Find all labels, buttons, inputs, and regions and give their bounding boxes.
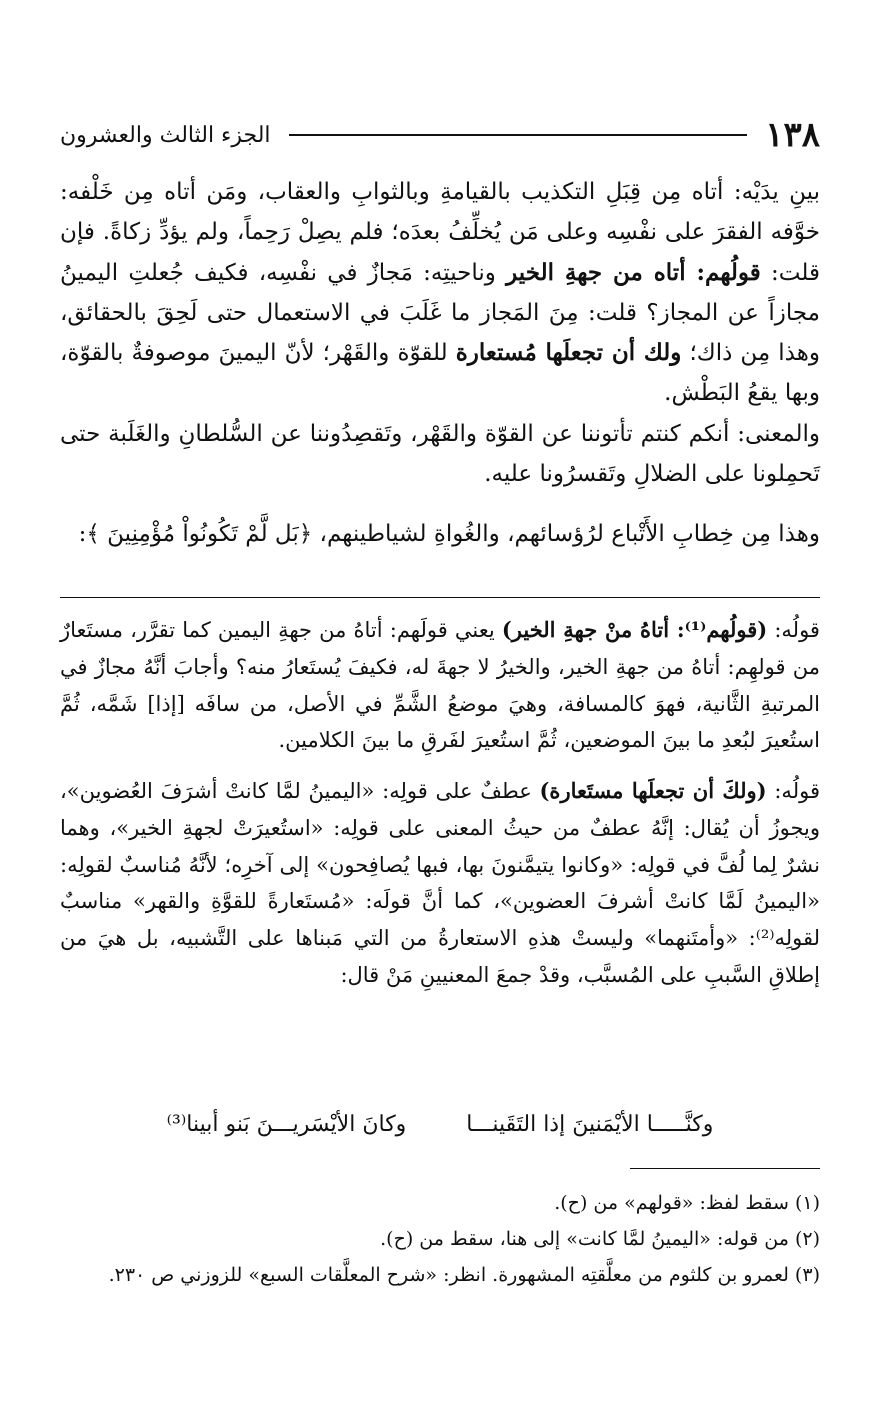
section-divider	[60, 597, 820, 598]
commentary	[60, 612, 820, 1008]
verse-hemistich-1: وكنَّـــــا الأيْمَنينَ إذا التَقَينـــا	[466, 1112, 714, 1137]
main-keyword: ولك أن تجعلَها مُستعارة	[455, 339, 682, 366]
commentary-text: عطفٌ على قولِه: «اليمينُ لمَّا كانتْ أشرَفَ العُضوين»، ويجوزُ أن يُقال: إنَّهُ عطفٌ من حيثُ المعنى على قولِه: «استُعيرَتْ لجهةِ الخير»، وهما نشرٌ لِما لُفَّ في قولِه: «وكانوا يتيمَّنونَ بها، فبها يُصافِحون» إلى آخرِه؛ لأنَّهُ مُناسبٌ لقولِه: «اليمينُ لَمَّا كانتْ أشرفَ العضوين»، كما أنَّ قولَه: «مُستَعارةً للقوَّةِ والقهر» مناسبٌ لقولِه⁽²⁾: «وأمتَنهما» وليستْ هذهِ الاستعارةُ من التي مَبناها على التَّشبيه، بل هيَ من إطلاقِ السَّببِ على المُسبَّب، وقدْ جمعَ المعنيينِ مَنْ قال:	[60, 779, 820, 987]
commentary-quote: (قولُهم⁽¹⁾: أتاهُ منْ جهةِ الخير)	[501, 617, 768, 642]
commentary-text: يعني قولَهم: أتاهُ من جهةِ اليمين كما تقرَّر، مستَعارٌ من قولهِم: أتاهُ من جهةِ الخير، والخيرُ لا جهةَ له، فكيفَ يُستَعارُ منه؟ وأجابَ أنَّهُ مجازٌ في المرتبةِ الثَّانية، فهوَ كالمسافة، وهيَ موضعُ الشَّمِّ في الأصل، من سافَه [إذا] شَمَّه، ثُمَّ استُعيرَ لبُعدِ ما بينَ الموضعين، ثُمَّ استُعيرَ لفَرقِ ما بينَ الكلامين.	[60, 618, 820, 753]
main-text-segment: وناحيتِه: مَجازٌ في نفْسِه، فكيف جُعلتِ اليمينُ مجازاً عن المجاز؟ قلت: مِنَ المَجاز ما غَلَبَ في الاستعمال حتى لَحِقَ بالحقائق، وهذا مِن ذاك؛	[60, 259, 820, 366]
footnotes	[60, 1186, 820, 1295]
commentary-paragraph-1	[60, 612, 820, 759]
footnote-2: (٢) من قوله: «اليمينُ لمَّا كانت» إلى هنا، سقط من (ح).	[380, 1228, 820, 1251]
main-paragraph-2: والمعنى: أنكم كنتم تأتوننا عن القوّة والقَهْر، وتَقصِدُوننا عن السُّلطانِ والغَلَبة حتى تَحمِلونا على الضلالِ وتَقسرُونا عليه.	[60, 420, 820, 487]
footnote-3: (٣) لعمرو بن كلثوم من معلَّقتِه المشهورة. انظر: «شرح المعلَّقات السبع» للزوزني ص ٢٣٠.	[108, 1264, 820, 1287]
commentary-lead: قولُه:	[774, 618, 820, 642]
footnote-divider	[630, 1168, 820, 1169]
main-paragraph-1	[60, 172, 820, 414]
poetry-verse	[60, 1112, 820, 1137]
page-header	[60, 112, 820, 158]
running-title: الجزء الثالث والعشرون	[60, 122, 271, 148]
main-keyword: قولُهم: أتاه من جهةِ الخير	[506, 258, 761, 286]
main-text-segment: بينِ يدَيْه: أتاه مِن قِبَلِ التكذيب بالقيامةِ وبالثوابِ والعقاب، ومَن أتاه مِن خَلْفه: خوَّفه الفقرَ على نفْسِه وعلى مَن يُخلِّفُ بعدَه؛ فلم يصِلْ رَحِماً، ولم يؤدِّ زكاةً. فإن قلت:	[60, 179, 820, 286]
header-rule	[289, 134, 748, 136]
verse-hemistich-2: وكانَ الأيْسَريـــنَ بَنو أبينا⁽³⁾	[166, 1112, 407, 1137]
main-paragraph-3: وهذا مِن خِطابِ الأَتْباع لرُؤسائهم، والغُواةِ لشياطينهم، ﴿بَل لَّمْ تَكُونُواْ مُؤْمِنِينَ ﴾:	[78, 521, 820, 547]
commentary-paragraph-2	[60, 773, 820, 994]
main-text	[60, 172, 820, 554]
commentary-lead: قولُه:	[774, 779, 820, 803]
page-number: ١٣٨	[765, 115, 820, 155]
footnote-1: (١) سقط لفظ: «قولهم» من (ح).	[554, 1192, 820, 1214]
commentary-quote: (ولكَ أن تجعلَها مستَعارة)	[539, 778, 767, 803]
main-text-segment: للقوّة والقَهْر؛ لأنّ اليمينَ موصوفةٌ بالقوّة، وبها يقعُ البَطْش.	[60, 340, 820, 407]
